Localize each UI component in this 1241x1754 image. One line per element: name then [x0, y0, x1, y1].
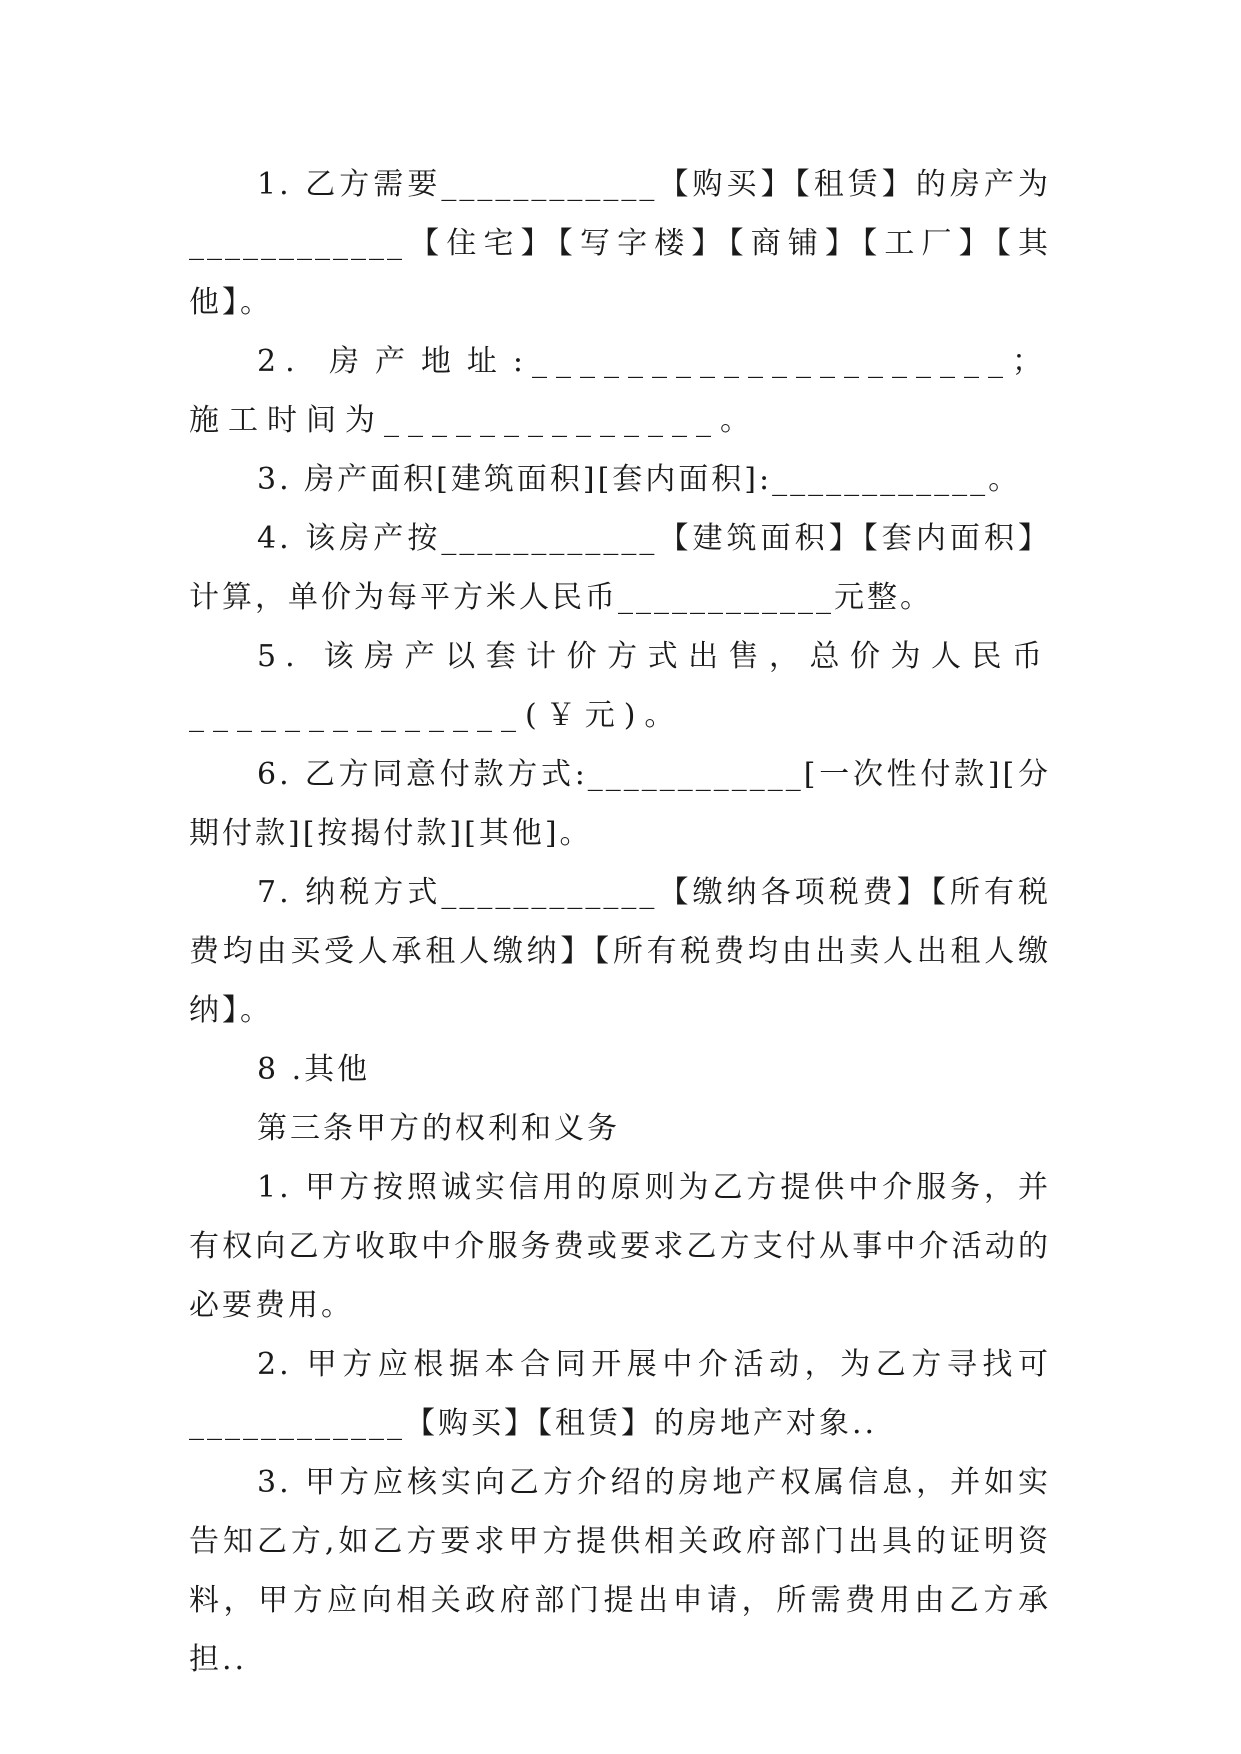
clause-1-purchase-type: 1. 乙方需要____________【购买】【租赁】的房产为____________【住宅】【写字楼】【商铺】【工厂】【其他】。	[189, 167, 1051, 320]
clause-5-total-price: 5. 该房产以套计价方式出售，总价为人民币______________(￥元)。	[189, 639, 1051, 733]
clause-6-payment-method: 6. 乙方同意付款方式:____________[一次性付款][分期付款][按揭付款][其他]。	[189, 757, 1051, 851]
clause-3-area: 3. 房产面积[建筑面积][套内面积]:____________。	[257, 462, 1022, 497]
party-a-duty-1: 1. 甲方按照诚实信用的原则为乙方提供中介服务，并有权向乙方收取中介服务费或要求乙方支付从事中介活动的必要费用。	[189, 1170, 1051, 1323]
clause-8-other: 8 .其他	[257, 1052, 371, 1087]
party-a-duty-3: 3. 甲方应核实向乙方介绍的房地产权属信息，并如实告知乙方,如乙方要求甲方提供相关政府部门出具的证明资料，甲方应向相关政府部门提出申请，所需费用由乙方承担..	[189, 1465, 1051, 1677]
section-heading-party-a-rights: 第三条甲方的权利和义务	[257, 1111, 620, 1146]
contract-body	[189, 155, 1051, 1689]
clause-4-unit-price: 4. 该房产按____________【建筑面积】【套内面积】计算，单价为每平方米人民币____________元整。	[189, 521, 1051, 615]
party-a-duty-2: 2. 甲方应根据本合同开展中介活动，为乙方寻找可____________【购买】【租赁】的房地产对象..	[189, 1347, 1051, 1441]
clause-2-address: 2. 房产地址:____________________；施工时间为______________。	[189, 344, 1051, 438]
clause-7-tax-method: 7. 纳税方式____________【缴纳各项税费】【所有税费均由买受人承租人缴纳】【所有税费均由出卖人出租人缴纳】。	[189, 875, 1051, 1028]
